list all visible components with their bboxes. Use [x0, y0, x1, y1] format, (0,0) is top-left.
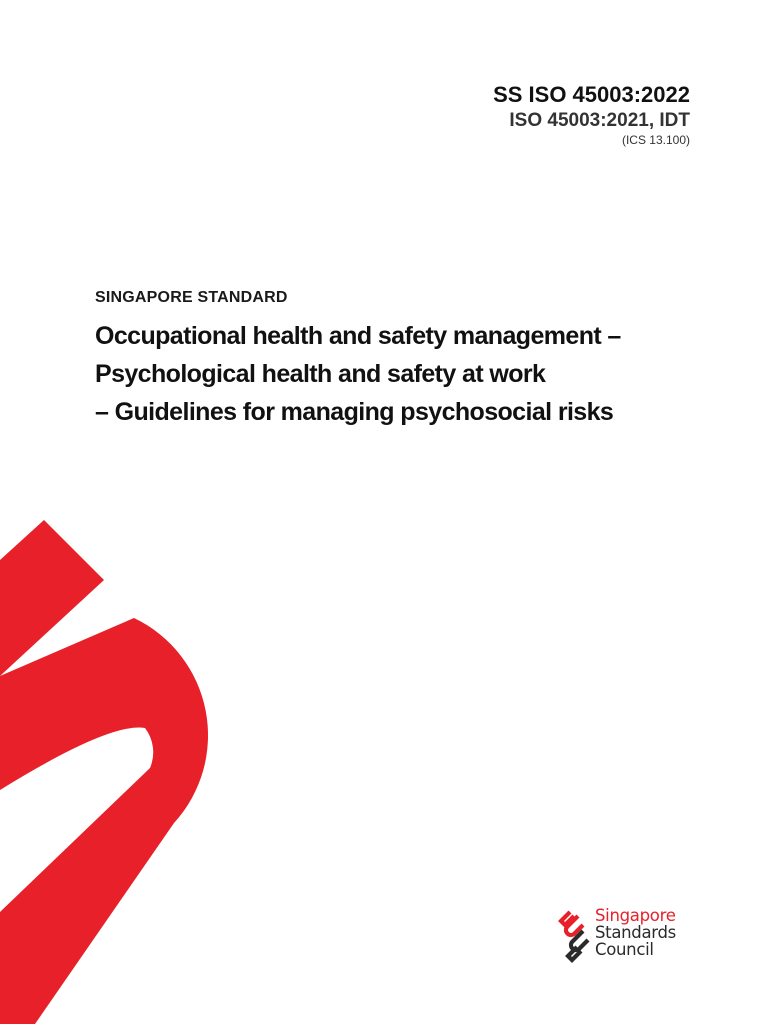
council-name-line-3: Council [595, 940, 654, 959]
reference-block [493, 82, 690, 148]
council-logo [556, 907, 716, 967]
ribbon-hook-band [0, 618, 208, 1024]
council-wordmark [595, 907, 676, 958]
document-type: SINGAPORE STANDARD [95, 289, 288, 306]
council-name-line-1: Singapore [595, 906, 676, 925]
standard-designation: SS ISO 45003:2022 [493, 82, 690, 107]
title-line-2: Psychological health and safety at work [95, 360, 546, 388]
document-title [95, 317, 715, 431]
title-block [95, 288, 715, 431]
council-name-line-2: Standards [595, 923, 676, 942]
title-line-3: – Guidelines for managing psychosocial risks [95, 398, 614, 426]
iso-adoption: ISO 45003:2021, IDT [509, 110, 690, 131]
ics-code: (ICS 13.100) [621, 133, 690, 147]
title-line-1: Occupational health and safety management – [95, 322, 621, 350]
interlocking-s-links-icon [556, 909, 594, 965]
stylized-s-ribbon-icon [0, 505, 300, 1024]
